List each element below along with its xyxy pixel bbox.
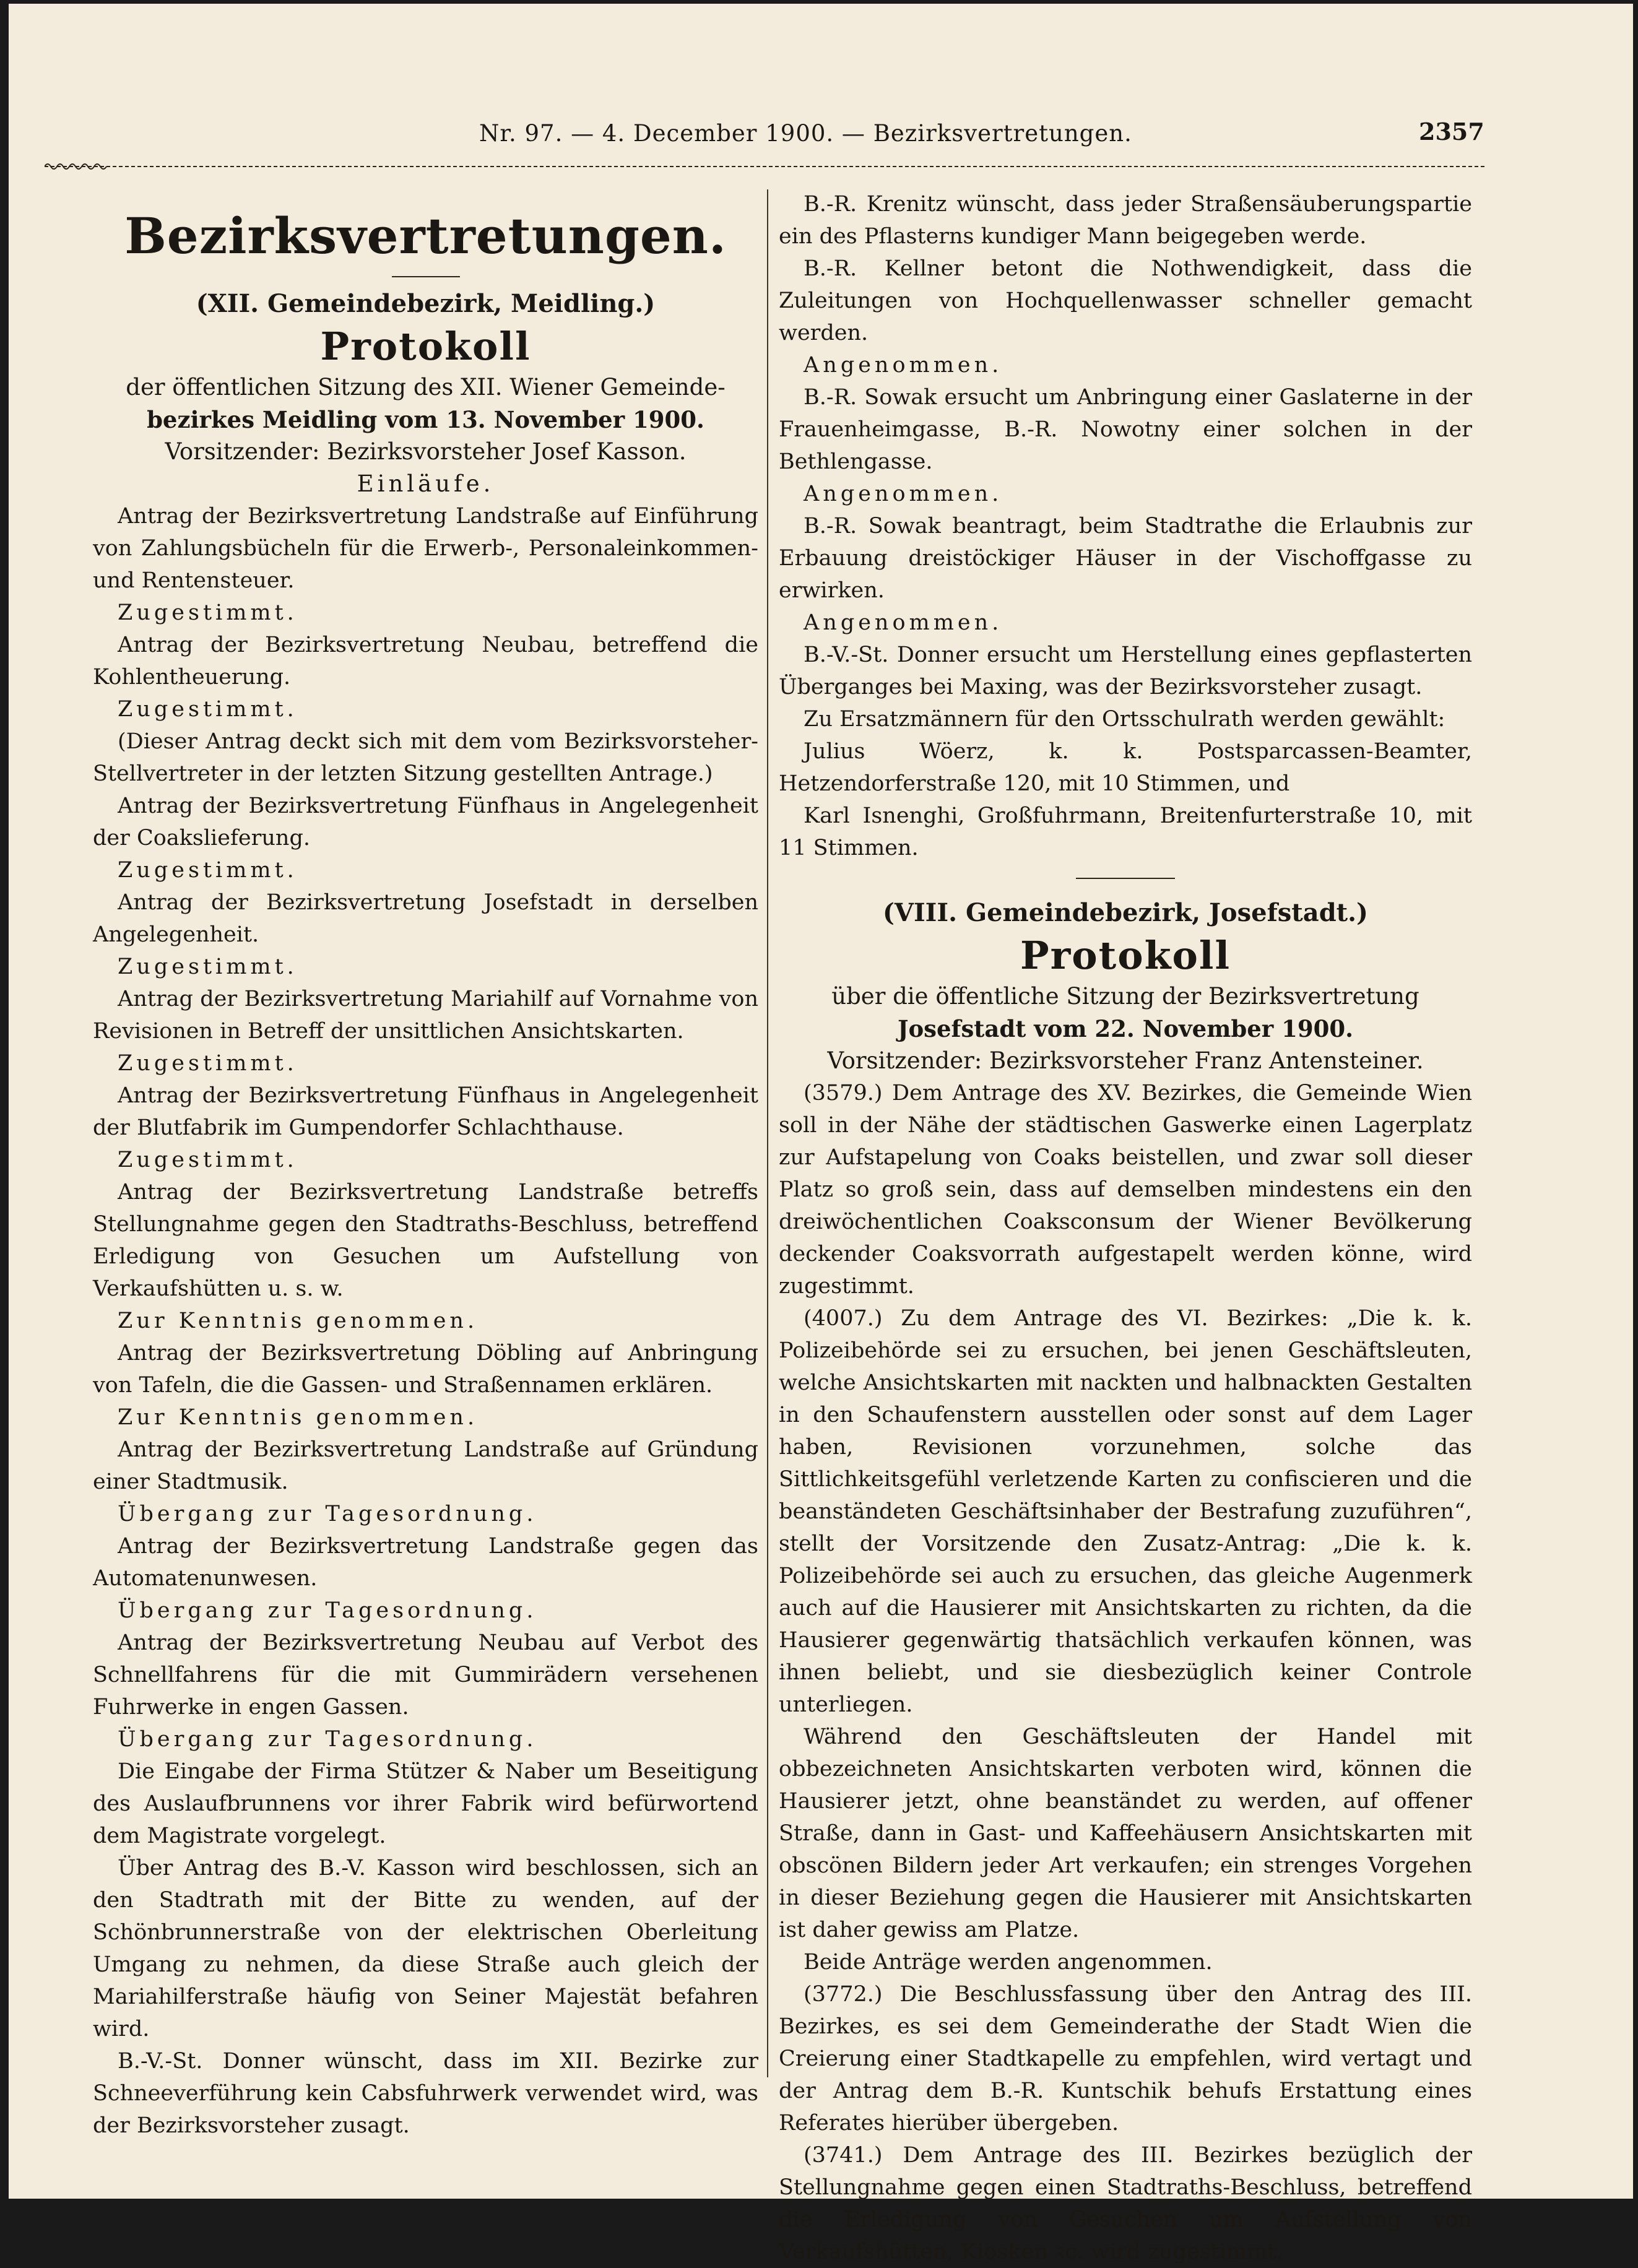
- protokoll-heading: Protokoll: [320, 324, 531, 369]
- protocol-subtitle-line1: über die öffentliche Sitzung der Bezirksvertretung: [831, 983, 1419, 1010]
- paragraph: Zugestimmt.: [118, 600, 298, 625]
- paragraph: Zu Ersatzmännern für den Ortsschulrath werden gewählt:: [804, 707, 1445, 732]
- paragraph: Antrag der Bezirksvertretung Landstraße betreffs Stellungnahme gegen den Stadtraths-Beschluss, betreffend Erledigung von Gesuchen um Aufstellung von Verkaufshütten u. s. w.: [93, 1180, 758, 1301]
- page-header: [9, 108, 1633, 157]
- paragraph: B.-V.-St. Donner ersucht um Herstellung eines gepflasterten Überganges bei Maxing, was der Bezirksvorsteher zusagt.: [779, 643, 1472, 699]
- district-heading-xii: (XII. Gemeindebezirk, Meidling.): [196, 289, 656, 318]
- paragraph: Die Eingabe der Firma Stützer & Naber um Beseitigung des Auslaufbrunnens vor ihrer Fabrik wird befürwortend dem Magistrate vorgelegt.: [93, 1759, 758, 1848]
- paragraph: Beide Anträge werden angenommen.: [804, 1950, 1213, 1975]
- paragraph: Antrag der Bezirksvertretung Landstraße auf Gründung einer Stadtmusik.: [93, 1437, 758, 1494]
- paragraph: Zugestimmt.: [118, 697, 298, 722]
- protocol-subtitle-line2: bezirkes Meidling vom 13. November 1900.: [147, 406, 704, 433]
- paragraph: (3772.) Die Beschlussfassung über den Antrag des III. Bezirkes, es sei dem Gemeinderathe der Stadt Wien die Creierung einer Stadtkapelle zu empfehlen, wird vertagt und der Antrag dem B.-R. Kuntschik behufs Erstattung eines Referates hierüber übergeben.: [779, 1982, 1472, 2136]
- chair-line: Vorsitzender: Bezirksvorsteher Franz Antensteiner.: [827, 1047, 1424, 1074]
- chair-line: Vorsitzender: Bezirksvorsteher Josef Kasson.: [165, 438, 687, 465]
- paragraph: Zugestimmt.: [118, 1051, 298, 1076]
- paragraph: Übergang zur Tagesordnung.: [118, 1502, 537, 1526]
- paragraph: Angenommen.: [804, 482, 1003, 506]
- right-column: [779, 188, 1472, 2268]
- paragraph: Über Antrag des B.-V. Kasson wird beschlossen, sich an den Stadtrath mit der Bitte zu wenden, auf der Schönbrunnerstraße von der elektrischen Oberleitung Umgang zu nehmen, da diese Straße auch gleich der Mariahilferstraße häufig von Seiner Majestät befahren wird.: [93, 1856, 758, 2041]
- paragraph: B.-R. Sowak ersucht um Anbringung einer Gaslaterne in der Frauenheimgasse, B.-R. Nowotny einer solchen in der Bethlengasse.: [779, 385, 1472, 474]
- paragraph: Antrag der Bezirksvertretung Landstraße auf Einführung von Zahlungsbücheln für die Erwerb-, Personaleinkommen- und Rentensteuer.: [93, 504, 758, 593]
- header-wavy-rule: [45, 160, 1487, 173]
- paragraph: Antrag der Bezirksvertretung Mariahilf auf Vornahme von Revisionen in Betreff der unsittlichen Ansichtskarten.: [93, 987, 758, 1044]
- paragraph: Angenommen.: [804, 610, 1003, 635]
- paragraph: B.-V.-St. Donner wünscht, dass im XII. Bezirke zur Schneeverführung kein Cabsfuhrwerk verwendet wird, was der Bezirksvorsteher zusagt.: [93, 2049, 758, 2138]
- paragraph: (3741.) Dem Antrage des III. Bezirkes bezüglich der Stellungnahme gegen einen Stadtraths-Beschluss, betreffend die Erledigung von Gesuchen um Aufstellung von Verkaufshütten, Kiosken ꝛc. wird zugestimmt.: [779, 2143, 1472, 2264]
- paragraph: Antrag der Bezirksvertretung Fünfhaus in Angelegenheit der Blutfabrik im Gumpendorfer Schlachthause.: [93, 1083, 758, 1140]
- newspaper-page: [9, 4, 1633, 2264]
- paragraph: Angenommen.: [804, 353, 1003, 378]
- column-divider: [767, 189, 768, 2077]
- paragraph: Antrag der Bezirksvertretung Neubau auf Verbot des Schnellfahrens für die mit Gummirädern versehenen Fuhrwerke in engen Gassen.: [93, 1630, 758, 1720]
- paragraph: Zur Kenntnis genommen.: [118, 1405, 479, 1430]
- paragraph: (3579.) Dem Antrage des XV. Bezirkes, die Gemeinde Wien soll in der Nähe der städtischen Gaswerke einen Lagerplatz zur Aufstapelung von Coaks beistellen, und zwar soll dieser Platz so groß sein, dass auf demselben mindestens ein den dreiwöchentlichen Coaksconsum der Wiener Bevölkerung deckender Coaksvorrath aufgestapelt werden könne, wird zugestimmt.: [779, 1081, 1472, 1299]
- paragraph: Zur Kenntnis genommen.: [118, 1309, 479, 1333]
- paragraph: Zugestimmt.: [118, 1148, 298, 1172]
- paragraph: Antrag der Bezirksvertretung Josefstadt in derselben Angelegenheit.: [93, 890, 758, 947]
- section-separator: [1076, 878, 1175, 879]
- paragraph: Zugestimmt.: [118, 954, 298, 979]
- paragraph: Antrag der Bezirksvertretung Fünfhaus in Angelegenheit der Coakslieferung.: [93, 794, 758, 850]
- paragraph: Antrag der Bezirksvertretung Neubau, betreffend die Kohlentheuerung.: [93, 633, 758, 690]
- paragraph: Übergang zur Tagesordnung.: [118, 1727, 537, 1752]
- page-number: 2357: [1419, 118, 1484, 145]
- protokoll-heading: Protokoll: [1020, 933, 1231, 978]
- district-heading-viii: (VIII. Gemeindebezirk, Josefstadt.): [883, 898, 1368, 927]
- protocol-subtitle-line2: Josefstadt vom 22. November 1900.: [897, 1015, 1353, 1042]
- paragraph: B.-R. Krenitz wünscht, dass jeder Straßensäuberungspartie ein des Pflasterns kundiger Mann beigegeben werde.: [779, 192, 1472, 249]
- paragraph: Julius Wöerz, k. k. Postsparcassen-Beamter, Hetzendorferstraße 120, mit 10 Stimmen, und: [779, 739, 1472, 796]
- left-column: [93, 188, 758, 2142]
- section-title: Bezirksvertretungen.: [124, 207, 727, 265]
- protocol-subtitle-line1: der öffentlichen Sitzung des XII. Wiener Gemeinde-: [126, 374, 726, 400]
- paragraph: Während den Geschäftsleuten der Handel mit obbezeichneten Ansichtskarten verboten wird, können die Hausierer jetzt, ohne beanständet zu werden, auf offener Straße, dann in Gast- und Kaffeehäusern Ansichtskarten mit obscönen Bildern jeder Art verkaufen; ein strenges Vorgehen in dieser Beziehung gegen die Hausierer mit Ansichtskarten ist daher gewiss am Platze.: [779, 1725, 1472, 1942]
- paragraph: B.-R. Kellner betont die Nothwendigkeit, dass die Zuleitungen von Hochquellenwasser schneller gemacht werden.: [779, 256, 1472, 345]
- einlaeufe-heading: Einläufe.: [357, 470, 495, 497]
- paragraph: Übergang zur Tagesordnung.: [118, 1598, 537, 1623]
- paragraph: Antrag der Bezirksvertretung Döbling auf Anbringung von Tafeln, die die Gassen- und Straßennamen erklären.: [93, 1341, 758, 1398]
- running-title: Nr. 97. — 4. December 1900. — Bezirksvertretungen.: [479, 120, 1132, 147]
- paragraph: (Dieser Antrag deckt sich mit dem vom Bezirksvorsteher-Stellvertreter in der letzten Sitzung gestellten Antrage.): [93, 729, 758, 786]
- paragraph: B.-R. Sowak beantragt, beim Stadtrathe die Erlaubnis zur Erbauung dreistöckiger Häuser in der Vischoffgasse zu erwirken.: [779, 514, 1472, 603]
- paragraph: Karl Isnenghi, Großfuhrmann, Breitenfurterstraße 10, mit 11 Stimmen.: [779, 803, 1472, 860]
- paragraph: Zugestimmt.: [118, 858, 298, 883]
- paragraph: (4007.) Zu dem Antrage des VI. Bezirkes: „Die k. k. Polizeibehörde sei zu ersuchen, bei jenen Geschäftsleuten, welche Ansichtskarten mit nackten und halbnackten Gestalten in den Schaufenstern ausstellen oder sonst auf dem Lager haben, Revisionen vorzunehmen, solche das Sittlichkeitsgefühl verletzende Karten zu confiscieren und die beanständeten Geschäftsinhaber der Bestrafung zuzuführen“, stellt der Vorsitzende den Zusatz-Antrag: „Die k. k. Polizeibehörde sei auch zu ersuchen, das gleiche Augenmerk auch auf die Hausierer mit Ansichtskarten zu richten, da die Hausierer gegenwärtig thatsächlich verkaufen können, was ihnen beliebt, und sie diesbezüglich keiner Controle unterliegen.: [779, 1306, 1472, 1717]
- title-rule: [392, 276, 460, 277]
- paragraph: Antrag der Bezirksvertretung Landstraße gegen das Automatenunwesen.: [93, 1534, 758, 1591]
